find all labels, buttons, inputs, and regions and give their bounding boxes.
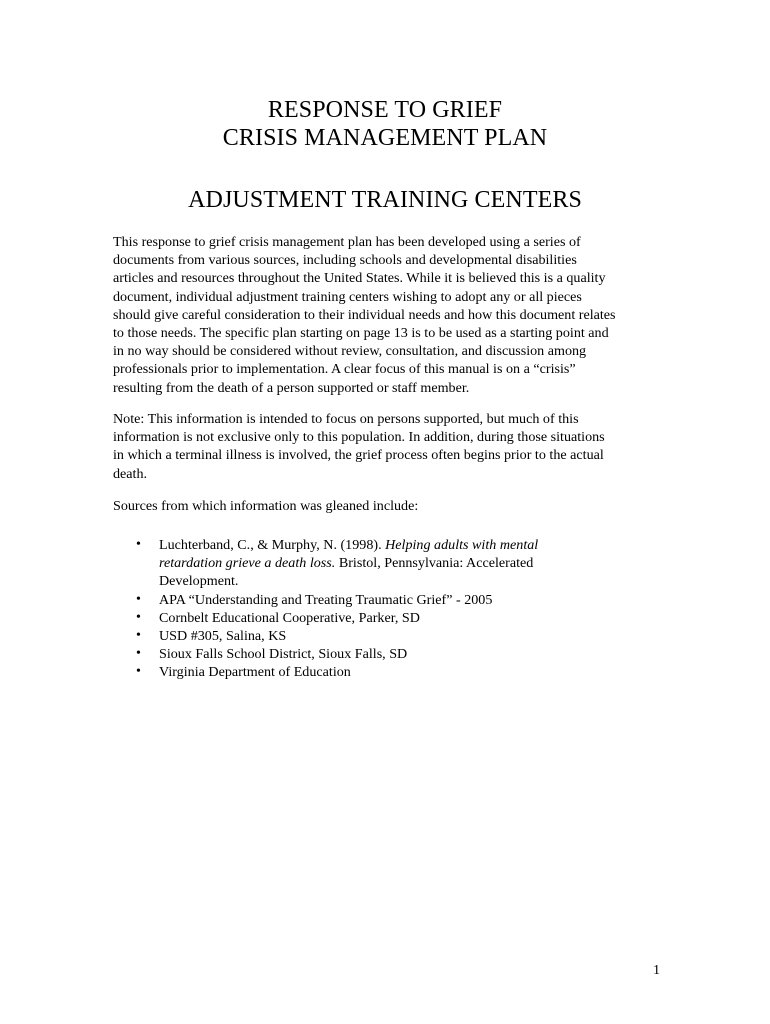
list-item <box>113 536 633 591</box>
source-publisher: Development. <box>159 573 239 590</box>
note-paragraph <box>113 410 658 483</box>
sources-list <box>113 536 633 682</box>
note-line: information is not exclusive only to this population. In addition, during those situations <box>113 429 605 446</box>
bullet-icon: • <box>136 664 141 680</box>
intro-line: to those needs. The specific plan starting on page 13 is to be used as a starting point and <box>113 325 609 342</box>
list-item <box>113 609 633 627</box>
intro-line: document, individual adjustment training centers wishing to adopt any or all pieces <box>113 288 582 305</box>
intro-paragraph <box>113 233 658 397</box>
bullet-icon: • <box>136 537 141 552</box>
sources-intro-paragraph <box>113 497 658 515</box>
intro-line: documents from various sources, including schools and developmental disabilities <box>113 252 577 269</box>
list-item <box>113 663 633 681</box>
source-authors: Luchterband, C., & Murphy, N. (1998). <box>159 537 386 553</box>
note-line: death. <box>113 465 148 482</box>
intro-line: articles and resources throughout the United States. While it is believed this is a quality <box>113 270 606 287</box>
bullet-icon: • <box>136 591 141 607</box>
note-line: Note: This information is intended to focus on persons supported, but much of this <box>113 411 579 427</box>
document-title-line-2: CRISIS MANAGEMENT PLAN <box>222 125 548 151</box>
source-line <box>159 536 633 554</box>
source-title: retardation grieve a death loss. <box>159 555 336 572</box>
bullet-icon: • <box>136 609 141 625</box>
document-title-line-1: RESPONSE TO GRIEF <box>267 97 503 123</box>
bullet-icon: • <box>136 628 141 644</box>
list-item <box>113 645 633 663</box>
source-line: Virginia Department of Education <box>159 664 351 681</box>
source-publisher: Bristol, Pennsylvania: Accelerated <box>335 555 534 572</box>
intro-line: should give careful consideration to their individual needs and how this document relates <box>113 306 616 323</box>
source-line: Cornbelt Educational Cooperative, Parker, SD <box>159 609 420 626</box>
bullet-icon: • <box>136 646 141 662</box>
source-title: Helping adults with mental <box>385 537 539 553</box>
list-item <box>113 591 633 609</box>
source-line: USD #305, Salina, KS <box>159 628 287 645</box>
source-line: Sioux Falls School District, Sioux Falls, SD <box>159 646 408 663</box>
document-subtitle: ADJUSTMENT TRAINING CENTERS <box>188 187 582 213</box>
intro-line: professionals prior to implementation. A clear focus of this manual is on a “crisis” <box>113 361 576 378</box>
list-item <box>113 627 633 645</box>
source-line: APA “Understanding and Treating Traumatic Grief” - 2005 <box>159 591 493 608</box>
page-number: 1 <box>652 962 660 978</box>
intro-line: in no way should be considered without review, consultation, and discussion among <box>113 343 587 360</box>
intro-line: This response to grief crisis management plan has been developed using a series of <box>113 234 581 250</box>
intro-line: resulting from the death of a person supported or staff member. <box>113 379 470 396</box>
source-line <box>159 554 633 572</box>
note-line: in which a terminal illness is involved, the grief process often begins prior to the actual <box>113 447 604 464</box>
sources-intro-line: Sources from which information was gleaned include: <box>113 498 419 514</box>
